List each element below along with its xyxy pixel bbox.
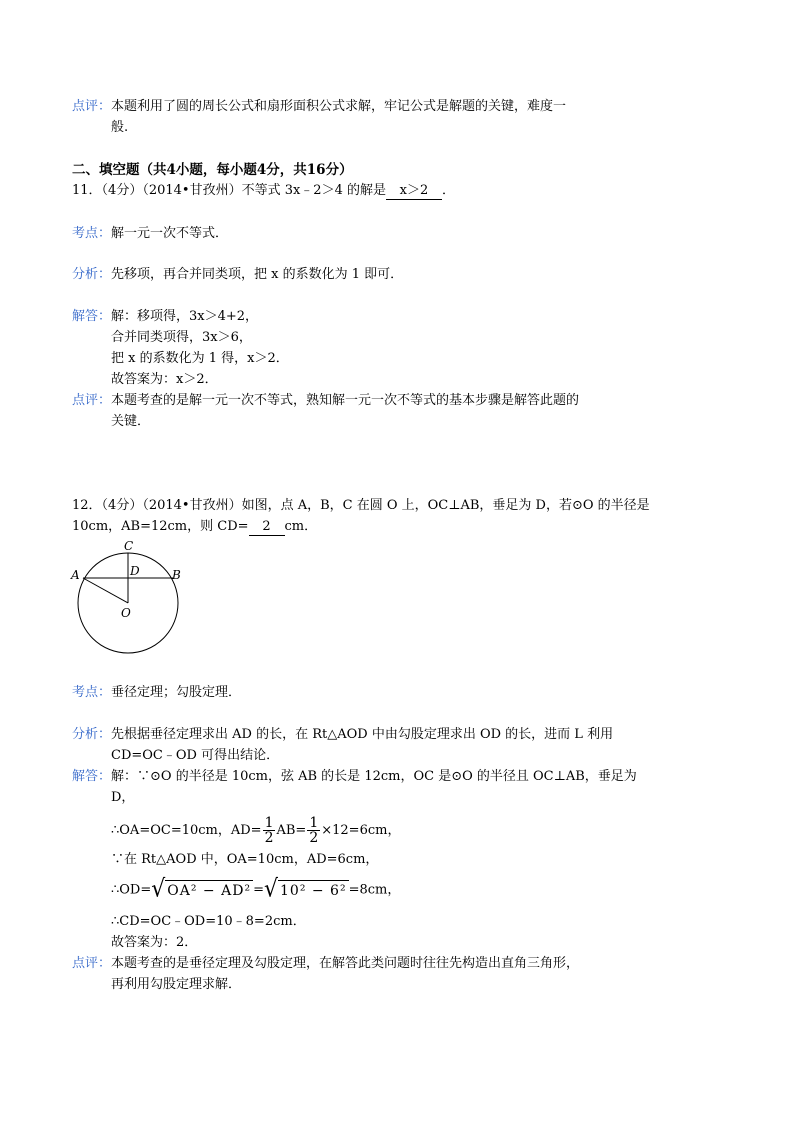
q11-jieda — [72, 308, 258, 326]
q11-step-1: 解：移项得，3x＞4+2， — [111, 309, 259, 324]
section-heading: 二、填空题（共4小题，每小题4分，共16分） — [72, 162, 353, 178]
q12-step-3 — [111, 876, 400, 905]
q11-fenxi — [72, 266, 403, 284]
q12-step-2: ∵在 Rt△AOD 中，OA=10cm，AD=6cm， — [111, 852, 379, 867]
q11-dianping-line2: 关键． — [111, 414, 151, 429]
q12-stem-text: 10cm，AB=12cm，则 CD= — [72, 519, 249, 534]
q11-kaodian-text: 解一元一次不等式． — [111, 226, 229, 241]
label-d: D — [130, 564, 140, 578]
q10-comment-line2: 般. — [111, 120, 129, 135]
q11-stem-text: 11．（4分）（2014•甘孜州）不等式 3x﹣2＞4 的解是 — [72, 183, 386, 198]
q11-stem-end: ． — [441, 183, 455, 198]
radicand: 10² − 6² — [278, 880, 349, 899]
radicand: OA² − AD² — [165, 880, 253, 899]
q12-step-1-mid: AB= — [276, 823, 307, 838]
q11-kaodian — [72, 225, 228, 243]
q12-stem-end: cm． — [284, 519, 318, 534]
q12-dianping — [72, 955, 579, 973]
q12-answer-blank: 2 — [249, 519, 285, 536]
sqrt-expression-1 — [151, 876, 253, 904]
q12-jieda-tag: 解答： — [72, 769, 112, 784]
q12-step-4: ∴CD=OC﹣OD=10﹣8=2cm． — [111, 914, 306, 929]
label-a: A — [71, 568, 80, 582]
q11-dianping-text: 本题考查的是解一元一次不等式，熟知解一元一次不等式的基本步骤是解答此题的 — [111, 393, 580, 408]
fraction-numerator: 1 — [309, 815, 319, 831]
q10-comment-tag: 点评： — [72, 99, 112, 114]
q12-kaodian-tag: 考点： — [72, 685, 112, 700]
q11-dianping — [72, 392, 579, 410]
label-b: B — [172, 568, 181, 582]
q11-stem — [72, 182, 455, 200]
q12-jieda-line2: D， — [111, 790, 135, 805]
circle-figure — [66, 538, 196, 658]
fraction-denominator: 2 — [264, 830, 274, 846]
q12-step-5: 故答案为：2． — [111, 935, 198, 950]
q11-step-2: 合并同类项得，3x＞6， — [111, 330, 252, 345]
q12-kaodian-text: 垂径定理；勾股定理． — [111, 685, 242, 700]
q12-step-3-end: =8cm， — [348, 882, 401, 898]
q12-step-3-start: ∴OD= — [111, 882, 152, 898]
fraction-denominator: 2 — [309, 830, 319, 846]
q12-fenxi-tag: 分析： — [72, 727, 112, 742]
label-o: O — [121, 606, 131, 620]
q12-dianping-tag: 点评： — [72, 956, 112, 971]
q11-kaodian-tag: 考点： — [72, 226, 112, 241]
q12-jieda — [72, 768, 637, 786]
q11-answer-blank: x＞2 — [386, 183, 442, 200]
q12-fenxi-line2: CD=OC﹣OD 可得出结论． — [111, 748, 280, 763]
q12-step-1 — [111, 815, 400, 847]
q11-step-3: 把 x 的系数化为 1 得，x＞2． — [111, 351, 289, 366]
q12-stem-line2 — [72, 518, 317, 536]
label-c: C — [124, 539, 134, 553]
fraction-numerator: 1 — [264, 815, 274, 831]
q12-stem-line1: 12．（4分）（2014•甘孜州）如图，点 A，B，C 在圆 O 上，OC⊥AB，垂足为 D，若⊙O 的半径是 — [72, 498, 650, 513]
sqrt-expression-2 — [264, 876, 349, 904]
radical-sign: √ — [263, 875, 278, 903]
equals-sign: = — [253, 882, 264, 898]
q12-step-1-end: ×12=6cm， — [321, 823, 401, 838]
q11-jieda-tag: 解答： — [72, 309, 112, 324]
segment-oa — [83, 578, 128, 603]
q12-fenxi-text: 先根据垂径定理求出 AD 的长，在 Rt△AOD 中由勾股定理求出 OD 的长，进而 L 利用 — [111, 727, 614, 742]
radical-sign: √ — [151, 875, 166, 903]
q12-kaodian — [72, 684, 241, 702]
q12-step-1-start: ∴OA=OC=10cm，AD= — [111, 823, 262, 838]
fraction-half-1 — [263, 816, 276, 845]
q12-dianping-line2: 再利用勾股定理求解． — [111, 977, 242, 992]
q11-fenxi-tag: 分析： — [72, 267, 112, 282]
q11-fenxi-text: 先移项，再合并同类项，把 x 的系数化为 1 即可． — [111, 267, 404, 282]
q12-dianping-text: 本题考查的是垂径定理及勾股定理，在解答此类问题时往往先构造出直角三角形， — [111, 956, 580, 971]
fraction-half-2 — [307, 816, 320, 845]
q10-comment-line1 — [72, 98, 566, 116]
q12-fenxi — [72, 726, 613, 744]
q10-comment-text: 本题利用了圆的周长公式和扇形面积公式求解，牢记公式是解题的关键，难度一 — [111, 99, 567, 114]
q11-dianping-tag: 点评： — [72, 393, 112, 408]
q11-step-4: 故答案为：x＞2． — [111, 372, 218, 387]
q12-jieda-text: 解：∵⊙O 的半径是 10cm，弦 AB 的长是 12cm，OC 是⊙O 的半径且 OC⊥AB，垂足为 — [111, 769, 637, 784]
